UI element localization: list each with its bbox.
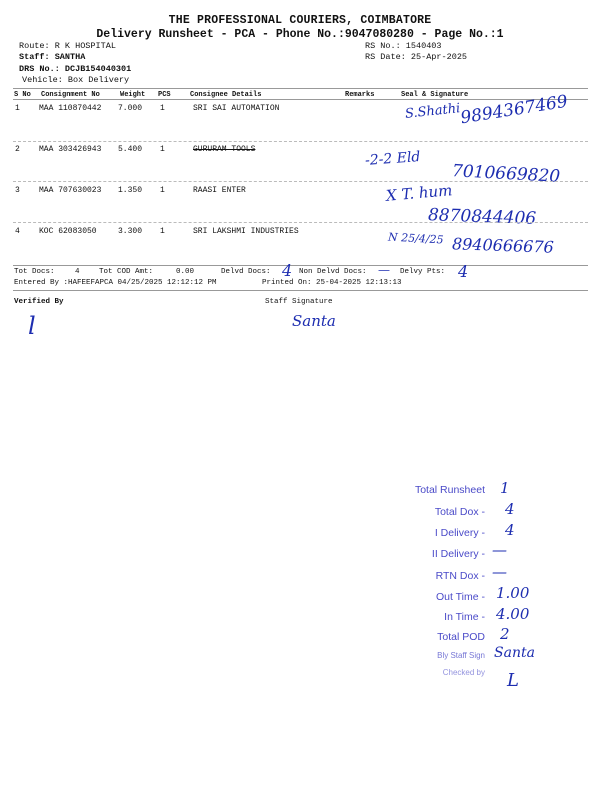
runsheet-subtitle: Delivery Runsheet - PCA - Phone No.:9047080280 - Page No.:1 [96, 28, 504, 41]
stamp-label-i-delivery: I Delivery - [434, 527, 485, 539]
stamp-label-in-time: In Time - [444, 611, 485, 623]
col-consignee: Consignee Details [190, 91, 262, 99]
row2-divider [13, 181, 588, 182]
row3-phone: 8870844406 [427, 205, 537, 229]
col-remarks: Remarks [345, 91, 375, 99]
stamp-value-total-dox: 4 [505, 500, 515, 518]
stamp-label-rtn-dox: RTN Dox - [435, 570, 485, 582]
col-sno: S No [14, 91, 31, 99]
summary-rule-bottom [13, 290, 588, 291]
row3-pcs: 1 [160, 186, 165, 195]
staff-info: Staff: SANTHA [19, 52, 86, 62]
stamp-value-checked-by: L [507, 670, 519, 691]
cod-value: 0.00 [176, 268, 195, 276]
delvd-value: 4 [282, 261, 293, 280]
row2-weight: 5.400 [118, 145, 143, 154]
tot-docs-label: Tot Docs: [14, 268, 55, 276]
stamp-label-checked-by: Checked by [442, 668, 485, 677]
staff-signature: Santa [292, 312, 336, 330]
stamp-value-ii-delivery: — [492, 541, 507, 559]
pts-label: Delvy Pts: [400, 268, 446, 276]
row3-divider [13, 222, 588, 223]
verified-by-label: Verified By [14, 298, 64, 306]
row1-weight: 7.000 [118, 104, 143, 113]
rs-date: RS Date: 25-Apr-2025 [365, 52, 468, 62]
row4-pcs: 1 [160, 227, 165, 236]
delvd-label: Delvd Docs: [221, 268, 271, 276]
stamp-label-out-time: Out Time - [435, 591, 485, 603]
drs-info: DRS No.: DCJB154040301 [19, 64, 132, 74]
row4-signature: N 25/4/25 [387, 230, 444, 247]
pts-value: 4 [458, 262, 469, 281]
row2-pcs: 1 [160, 145, 165, 154]
stamp-value-staff-sign: Santa [494, 645, 535, 661]
rs-number: RS No.: 1540403 [365, 41, 442, 51]
stamp-value-out-time: 1.00 [496, 584, 530, 602]
row2-consignment: MAA 303426943 [39, 145, 102, 154]
stamp-value-total-runsheet: 1 [500, 479, 510, 497]
summary-rule [13, 265, 588, 266]
stamp-value-i-delivery: 4 [505, 521, 515, 539]
staff-signature-label: Staff Signature [265, 298, 333, 306]
row1-phone: 9894367469 [459, 91, 570, 129]
row4-consignee: SRI LAKSHMI INDUSTRIES [193, 227, 299, 236]
tot-docs-value: 4 [75, 268, 80, 276]
printed-on: Printed On: 25-04-2025 12:13:13 [262, 279, 402, 287]
row1-signature: S.Shathi [404, 101, 461, 122]
row3-consignment: MAA 707630023 [39, 186, 102, 195]
row1-consignee: SRI SAI AUTOMATION [193, 104, 280, 113]
non-delvd-label: Non Delvd Docs: [299, 268, 367, 276]
row3-sno: 3 [15, 186, 20, 195]
col-seal-signature: Seal & Signature [401, 91, 469, 99]
stamp-label-ii-delivery: II Delivery - [431, 548, 485, 560]
row4-sno: 4 [15, 227, 20, 236]
stamp-label-staff-sign: Bly Staff Sign [437, 651, 485, 660]
row1-pcs: 1 [160, 104, 165, 113]
row2-consignee: GURURAM TOOLS [193, 145, 256, 154]
stamp-value-total-pod: 2 [500, 625, 510, 643]
stamp-label-total-runsheet: Total Runsheet [414, 484, 485, 496]
col-pcs: PCS [158, 91, 171, 99]
col-consignment: Consignment No [41, 91, 100, 99]
header-rule-bottom [13, 99, 588, 100]
row3-weight: 1.350 [118, 186, 143, 195]
stamp-value-rtn-dox: — [492, 563, 507, 581]
row4-phone: 8940666676 [451, 234, 555, 257]
route-info: Route: R K HOSPITAL [19, 41, 116, 51]
non-delvd-value: — [378, 263, 390, 277]
row2-signature: -2-2 Eld [364, 149, 421, 169]
row4-weight: 3.300 [118, 227, 143, 236]
stamp-label-total-dox: Total Dox - [434, 506, 485, 518]
row2-phone: 7010669820 [451, 161, 561, 187]
stamp-value-in-time: 4.00 [496, 605, 530, 623]
row4-consignment: KOC 62083050 [39, 227, 97, 236]
row1-divider [13, 141, 588, 142]
vehicle-info: Vehicle: Box Delivery [22, 75, 130, 85]
row1-consignment: MAA 110870442 [39, 104, 102, 113]
row2-sno: 2 [15, 145, 20, 154]
cod-label: Tot COD Amt: [99, 268, 154, 276]
verified-signature: l [28, 312, 36, 340]
company-title: THE PROFESSIONAL COURIERS, COIMBATORE [168, 14, 432, 27]
header-rule-top [13, 88, 588, 89]
stamp-label-total-pod: Total POD [437, 631, 485, 643]
entered-by: Entered By :HAFEEFAPCA 04/25/2025 12:12:12 PM [14, 279, 217, 287]
col-weight: Weight [120, 91, 146, 99]
row3-consignee: RAASI ENTER [193, 186, 246, 195]
row1-sno: 1 [15, 104, 20, 113]
row3-signature: X T. hum [385, 181, 453, 205]
